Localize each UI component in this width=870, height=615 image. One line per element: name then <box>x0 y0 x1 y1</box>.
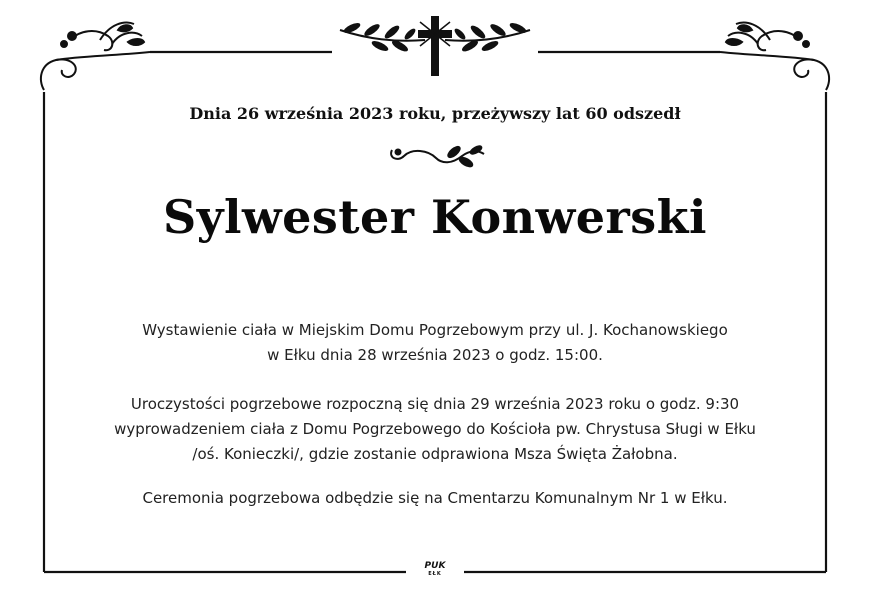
vine-leaf-icon <box>391 145 484 168</box>
paragraph-line: Ceremonia pogrzebowa odbędzie się na Cmentarzu Komunalnym Nr 1 w Ełku. <box>142 489 728 507</box>
deceased-name: Sylwester Konwerski <box>163 190 707 244</box>
paragraph-line: /oś. Konieczki/, gdzie zostanie odprawiona Msza Święta Żałobna. <box>192 445 678 463</box>
paragraph-line: Uroczystości pogrzebowe rozpoczną się dnia 29 września 2023 roku o godz. 9:30 <box>130 395 740 413</box>
flourish-icon <box>720 23 829 90</box>
paragraph-line: wyprowadzeniem ciała z Domu Pogrzebowego do Kościoła pw. Chrystusa Sługi w Ełku <box>114 420 756 438</box>
puk-logo <box>411 562 459 577</box>
paragraph-viewing <box>40 318 830 368</box>
cross-with-laurel-icon <box>340 16 530 76</box>
logo-main: PUK <box>424 561 446 571</box>
paragraph-line: Wystawienie ciała w Miejskim Domu Pogrzebowym przy ul. J. Kochanowskiego <box>142 321 728 339</box>
paragraph-line: w Ełku dnia 28 września 2023 o godz. 15:00. <box>267 346 603 364</box>
paragraph-ceremony <box>40 392 830 467</box>
paragraph-burial <box>40 486 830 511</box>
logo-sub: EŁK <box>428 571 442 577</box>
notice-intro: Dnia 26 września 2023 roku, przeżywszy lat 60 odszedł <box>189 104 681 123</box>
flourish-icon <box>41 23 150 90</box>
